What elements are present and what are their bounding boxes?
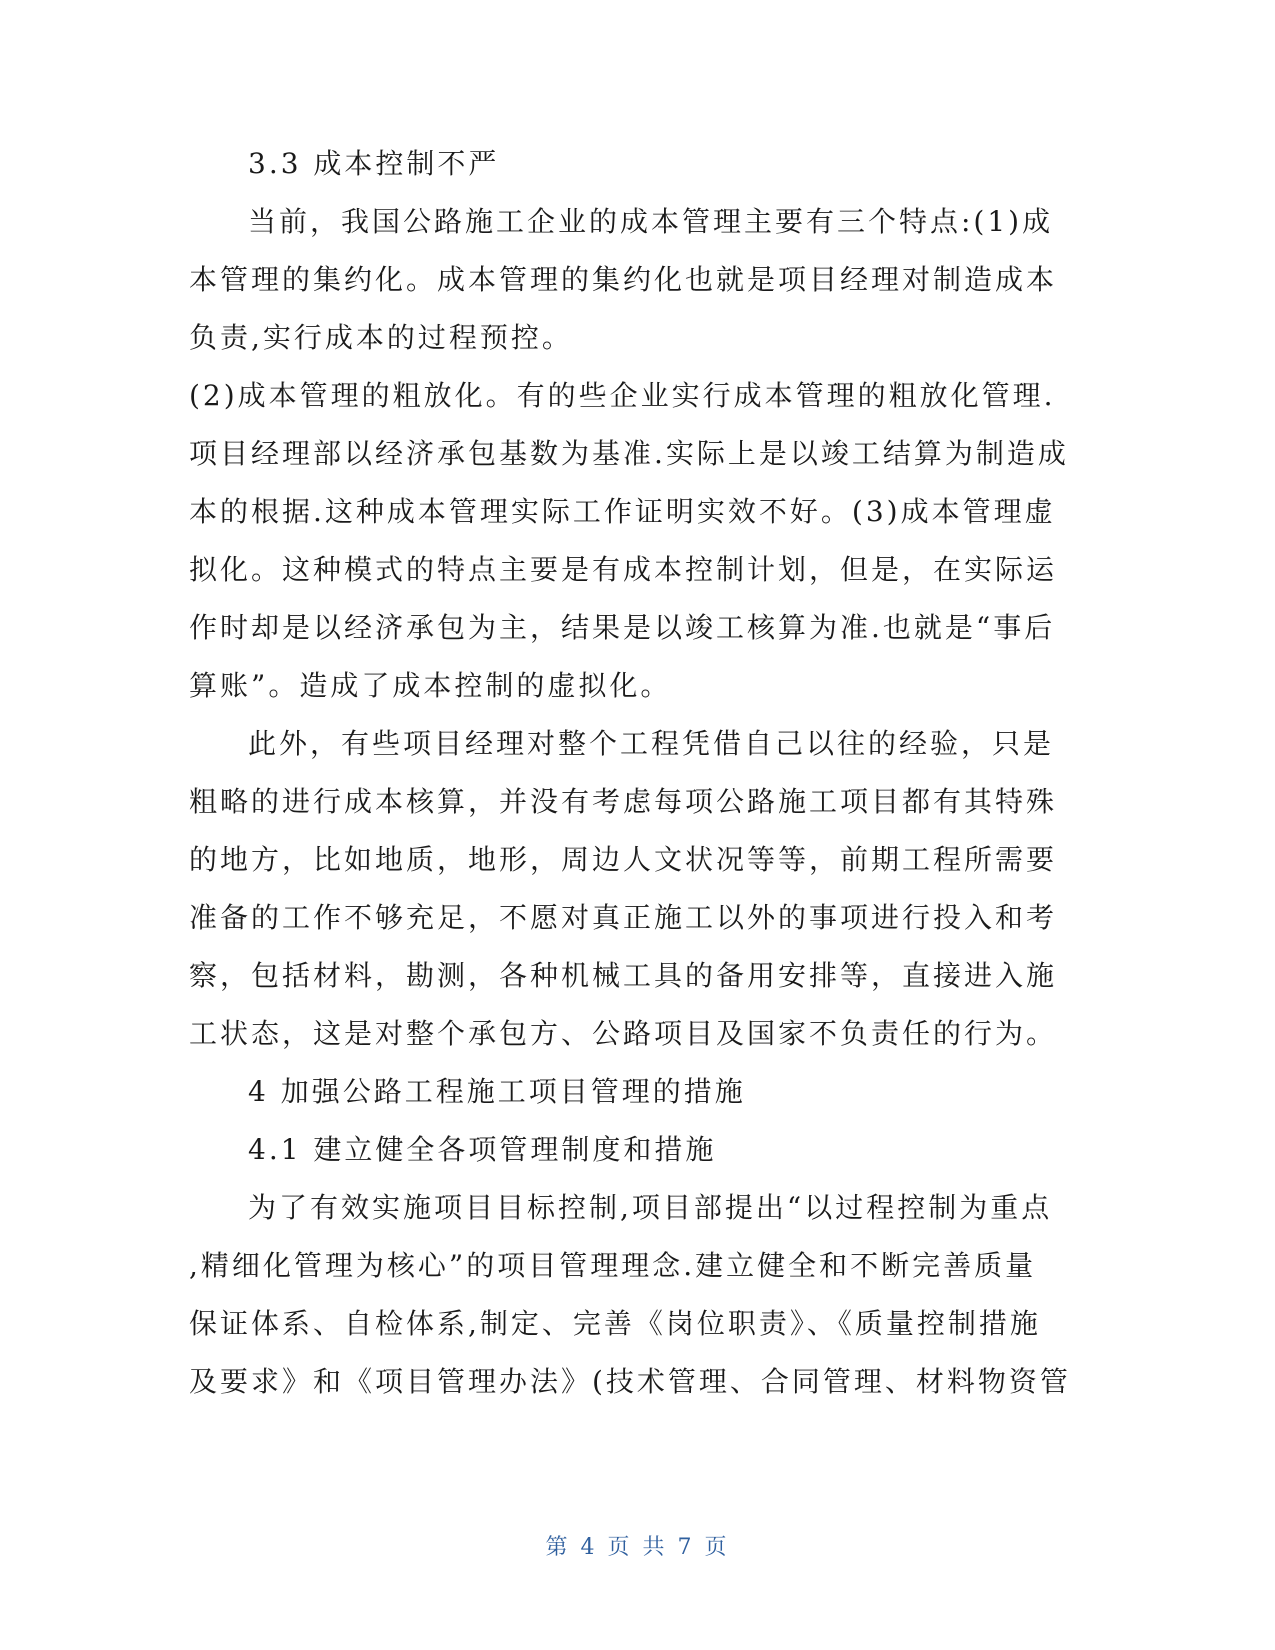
paragraph-line: 本的根据.这种成本管理实际工作证明实效不好。(3)成本管理虚 [189, 495, 1056, 528]
paragraph-line: ,精细化管理为核心”的项目管理理念.建立健全和不断完善质量 [189, 1249, 1037, 1282]
paragraph-line: 本管理的集约化。成本管理的集约化也就是项目经理对制造成本 [189, 263, 1058, 296]
paragraph-line: 作时却是以经济承包为主，结果是以竣工核算为准.也就是“事后 [189, 611, 1056, 644]
paragraph-line: 当前，我国公路施工企业的成本管理主要有三个特点:(1)成 [248, 205, 1054, 238]
paragraph-line: 准备的工作不够充足，不愿对真正施工以外的事项进行投入和考 [189, 901, 1058, 934]
paragraph-line: 项目经理部以经济承包基数为基准.实际上是以竣工结算为制造成 [189, 437, 1069, 470]
paragraph-line: 的地方，比如地质，地形，周边人文状况等等，前期工程所需要 [189, 843, 1058, 876]
paragraph-line: 算账”。造成了成本控制的虚拟化。 [189, 669, 672, 702]
section-4-heading: 4 加强公路工程施工项目管理的措施 [248, 1075, 746, 1108]
paragraph-line: 工状态，这是对整个承包方、公路项目及国家不负责任的行为。 [189, 1017, 1058, 1050]
paragraph-line: 拟化。这种模式的特点主要是有成本控制计划，但是，在实际运 [189, 553, 1058, 586]
paragraph-line: 粗略的进行成本核算，并没有考虑每项公路施工项目都有其特殊 [189, 785, 1058, 818]
paragraph-line: 负责,实行成本的过程预控。 [189, 321, 573, 354]
paragraph-line: 此外，有些项目经理对整个工程凭借自己以往的经验，只是 [248, 727, 1055, 760]
section-3-3-heading: 3.3 成本控制不严 [248, 147, 500, 180]
paragraph-line: 保证体系、自检体系,制定、完善《岗位职责》、《质量控制措施 [189, 1307, 1041, 1340]
paragraph-line: 及要求》和《项目管理办法》(技术管理、合同管理、材料物资管 [189, 1365, 1071, 1398]
page-number-footer: 第 4 页 共 7 页 [545, 1535, 730, 1560]
paragraph-line: (2)成本管理的粗放化。有的些企业实行成本管理的粗放化管理. [189, 379, 1056, 412]
paragraph-line: 察，包括材料，勘测，各种机械工具的备用安排等，直接进入施 [189, 959, 1058, 992]
paragraph-line: 为了有效实施项目目标控制,项目部提出“以过程控制为重点 [248, 1191, 1053, 1224]
section-4-1-heading: 4.1 建立健全各项管理制度和措施 [248, 1133, 717, 1166]
